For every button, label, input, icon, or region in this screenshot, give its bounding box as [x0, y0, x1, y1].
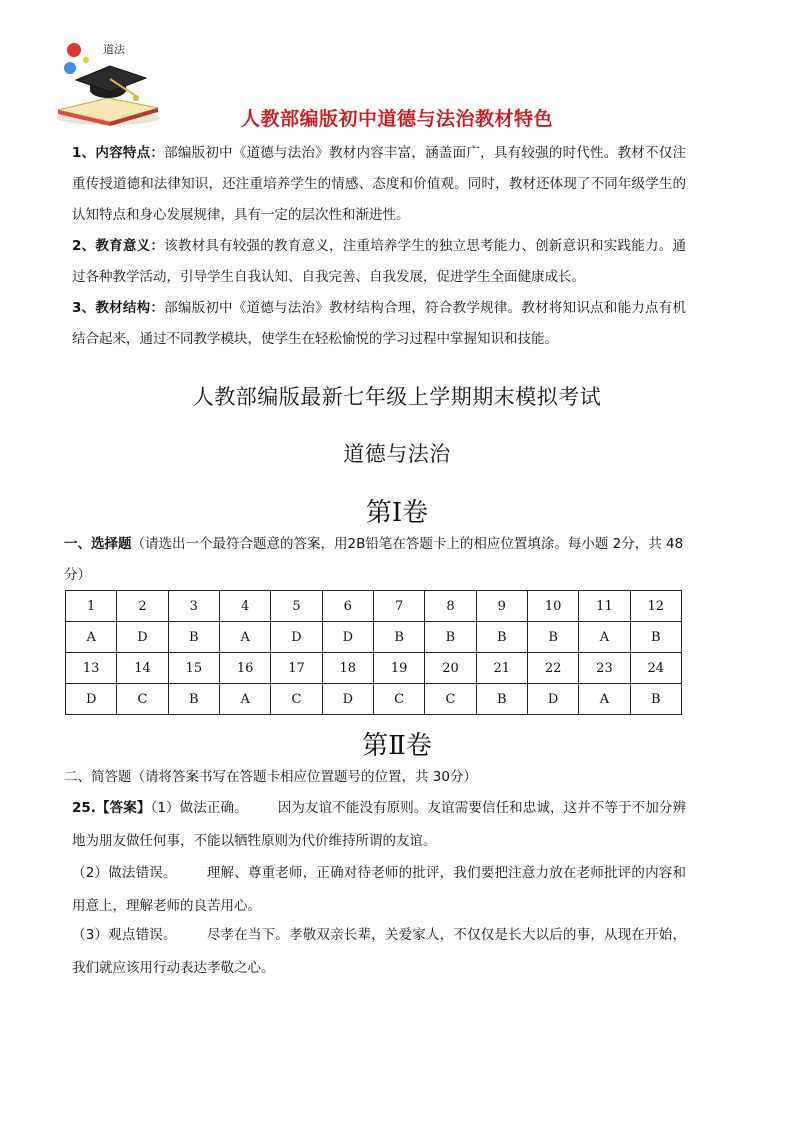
table-cell: 20: [425, 653, 476, 684]
table-cell: C: [373, 684, 424, 715]
answer-reason: 尽孝在当下。孝敬双亲长辈，关爱家人，不仅仅是长大以后的事，从现在开始，我们就应该用行动表达孝敬之心。: [72, 927, 686, 976]
answer-reason: 理解、尊重老师，正确对待老师的批评，我们要把注意力放在老师批评的内容和用意上，理解老师的良苦用心。: [72, 865, 686, 914]
table-cell: A: [219, 684, 270, 715]
answer-table: [65, 590, 682, 715]
table-row: [66, 591, 682, 622]
table-cell: B: [425, 622, 476, 653]
table-cell: A: [579, 684, 630, 715]
table-cell: 18: [322, 653, 373, 684]
table-cell: B: [168, 684, 219, 715]
table-row: [66, 622, 682, 653]
feature-text: 部编版初中《道德与法治》教材结构合理，符合教学规律。教材将知识点和能力点有机结合起来，通过不同教学模块，使学生在轻松愉悦的学习过程中掌握知识和技能。: [72, 300, 687, 347]
answer-reason: 因为友谊不能没有原则。友谊需要信任和忠诚，这并不等于不加分辨地为朋友做任何事，不能以牺牲原则为代价维持所谓的友谊。: [72, 800, 687, 849]
table-cell: D: [271, 622, 322, 653]
table-cell: B: [476, 684, 527, 715]
answer-item: [72, 792, 686, 858]
table-cell: D: [322, 684, 373, 715]
table-cell: 2: [117, 591, 168, 622]
table-cell: 8: [425, 591, 476, 622]
table-cell: B: [373, 622, 424, 653]
table-cell: 14: [117, 653, 168, 684]
table-cell: 16: [219, 653, 270, 684]
table-cell: A: [219, 622, 270, 653]
table-cell: 9: [476, 591, 527, 622]
table-cell: A: [579, 622, 630, 653]
answer-judgement: （1）做法正确。: [150, 800, 248, 816]
table-cell: 24: [630, 653, 681, 684]
table-cell: 10: [527, 591, 578, 622]
feature-paragraph: [72, 231, 686, 293]
table-cell: 7: [373, 591, 424, 622]
table-cell: B: [168, 622, 219, 653]
table-cell: C: [271, 684, 322, 715]
part1-heading: 第Ⅰ卷: [365, 498, 429, 528]
table-cell: 22: [527, 653, 578, 684]
table-cell: B: [630, 622, 681, 653]
table-cell: 21: [476, 653, 527, 684]
exam-subject: 道德与法治: [343, 442, 451, 466]
table-cell: 11: [579, 591, 630, 622]
section-label: 二、简答题: [64, 769, 132, 785]
table-cell: C: [425, 684, 476, 715]
table-cell: B: [527, 622, 578, 653]
part2-heading: 第Ⅱ卷: [362, 731, 432, 761]
question-prefix: 25.【答案】: [72, 800, 151, 816]
answer-judgement: （3）观点错误。: [72, 927, 177, 943]
section-label: 一、选择题: [64, 536, 132, 552]
answer-judgement: （2）做法错误。: [72, 865, 177, 881]
feature-label: 3、教材结构：: [72, 300, 165, 316]
feature-label: 2、教育意义：: [72, 238, 165, 254]
table-cell: 6: [322, 591, 373, 622]
table-cell: D: [117, 622, 168, 653]
section-one-intro: [64, 529, 694, 591]
table-cell: A: [66, 622, 117, 653]
table-cell: C: [117, 684, 168, 715]
table-cell: 17: [271, 653, 322, 684]
section-desc: （请将答案书写在答题卡相应位置题号的位置，共 30分）: [131, 769, 477, 785]
feature-label: 1、内容特点：: [72, 145, 165, 161]
table-cell: D: [527, 684, 578, 715]
feature-text: 部编版初中《道德与法治》教材内容丰富，涵盖面广，具有较强的时代性。教材不仅注重传授道德和法律知识，还注重培养学生的情感、态度和价值观。同时，教材还体现了不同年级学生的认知特点和身心发展规律，具有一定的层次性和渐进性。: [72, 145, 687, 223]
exam-title: 人教部编版最新七年级上学期期末模拟考试: [192, 385, 602, 409]
table-row: [66, 653, 682, 684]
table-cell: D: [322, 622, 373, 653]
section-two-intro: [64, 762, 694, 793]
page-title: 人教部编版初中道德与法治教材特色: [240, 108, 553, 130]
table-cell: 4: [219, 591, 270, 622]
logo-label: 道法: [103, 43, 125, 56]
table-cell: B: [630, 684, 681, 715]
table-cell: 5: [271, 591, 322, 622]
answer-item: [72, 857, 686, 923]
table-cell: 15: [168, 653, 219, 684]
table-row: [66, 684, 682, 715]
section-desc: （请选出一个最符合题意的答案，用2B铅笔在答题卡上的相应位置填涂。每小题 2分，共 48分）: [64, 536, 684, 583]
table-cell: 3: [168, 591, 219, 622]
table-cell: 1: [66, 591, 117, 622]
table-cell: 13: [66, 653, 117, 684]
table-cell: 19: [373, 653, 424, 684]
feature-paragraph: [72, 138, 686, 231]
table-cell: D: [66, 684, 117, 715]
table-cell: B: [476, 622, 527, 653]
feature-text: 该教材具有较强的教育意义，注重培养学生的独立思考能力、创新意识和实践能力。通过各种教学活动，引导学生自我认知、自我完善、自我发展，促进学生全面健康成长。: [72, 238, 687, 285]
table-cell: 23: [579, 653, 630, 684]
feature-paragraph: [72, 293, 686, 355]
table-cell: 12: [630, 591, 681, 622]
answer-item: [72, 919, 686, 985]
